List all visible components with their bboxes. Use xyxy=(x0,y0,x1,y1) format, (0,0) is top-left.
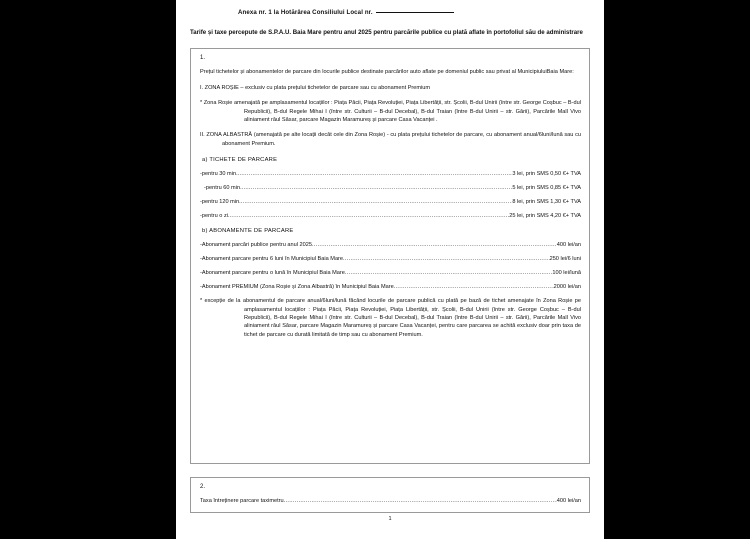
annex-header-line xyxy=(238,9,590,16)
section-1-number: 1. xyxy=(200,55,206,62)
leader-dots xyxy=(230,213,510,219)
zona-rosie-note: * Zona Roșie amenajată pe amplasamentul locațiilor : Piața Păcii, Piața Revoluției, Piața Libertății, str. Școlii, B-dul Unirii (între str. George Coșbuc – B-dul Republicii), B-dul Regele Mihai I (între str. Culturii – B-dul Decebal), B-dul Traian (între B-dul Unirii – str. Gării), Parcările Mall Vivo aliniament râul Săsar, parcare Magazin Maramureș și parcare Casa Vacanței . xyxy=(200,100,581,123)
page-title: Tarife și taxe percepute de S.P.A.U. Baia Mare pentru anul 2025 pentru parcările publice cu plată aflate în portofoliul său de administrare xyxy=(190,29,583,36)
ticket-label: -pentru o zi. xyxy=(200,213,230,220)
leader-dots xyxy=(242,185,513,191)
ticket-row xyxy=(200,171,581,177)
ticket-row xyxy=(204,185,581,191)
taximeter-fee-row xyxy=(200,498,581,504)
ticket-label: -pentru 30 min. xyxy=(200,171,238,178)
section-2-number: 2. xyxy=(200,484,206,491)
subscription-value: 2000 lei/an xyxy=(553,284,581,291)
exception-note: * excepție de la abonamentul de parcare anual/6luni/lună făcând locurile de parcare publică cu plată pe bază de tichet amenajate în Zona Roșie pe amplasamentul locațiilor : Piața Păcii, Piața Revoluției, Piața Libertății, str. Școlii, B-dul Unirii (între str. George Coșbuc – B-dul Republicii), B-dul Regele Mihai I (între str. Culturii – B-dul Decebal), B-dul Traian (între B-dul Unirii – str. Gării), Parcările Mall Vivo aliniament râul Săsar, parcare Magazin Maramureș și parcare Casa Vacanței, pentru care parcarea se achită exclusiv doar prin taxa de tichet de parcare cu durată limitată de timp sau cu abonament Premium. xyxy=(200,298,581,338)
subscription-value: 400 lei/an xyxy=(556,242,581,249)
taximeter-fee-label: Taxa întreținere parcare taximetru xyxy=(200,498,284,505)
subscription-row xyxy=(200,284,581,290)
subscription-label: -Abonament PREMIUM (Zona Roșie și Zona Albastră) în Municipiul Baia Mare xyxy=(200,284,394,291)
subscription-label: -Abonament parcare pentru o lună în Municipiul Baia Mare xyxy=(200,270,345,277)
subscription-row xyxy=(200,242,581,248)
zona-albastra-heading: II. ZONA ALBASTRĂ (amenajată pe alte locații decât cele din Zona Roșie) - cu plata prețului tichetelor de parcare, cu abonament anual/6luni/lună sau cu abonament Premium. xyxy=(200,132,581,147)
ticket-label: -pentru 120 min. xyxy=(200,199,241,206)
leader-dots xyxy=(284,498,557,504)
leader-dots xyxy=(238,171,513,177)
subscription-row xyxy=(200,256,581,262)
ticket-value: 3 lei, prin SMS 0,50 €+ TVA xyxy=(512,171,581,178)
section-1-box xyxy=(190,48,590,464)
leader-dots xyxy=(394,284,554,290)
leader-dots xyxy=(345,270,552,276)
tickets-heading: a) TICHETE DE PARCARE xyxy=(202,157,278,164)
subscription-row xyxy=(200,270,581,276)
ticket-value: 25 lei, prin SMS 4,20 €+ TVA xyxy=(509,213,581,220)
subscription-label: -Abonament parcări publice pentru anul 2025 xyxy=(200,242,312,249)
subscription-value: 100 lei/lună xyxy=(552,270,581,277)
subscription-value: 250 lei/6 luni xyxy=(549,256,581,263)
document-page xyxy=(176,0,604,539)
leader-dots xyxy=(312,242,557,248)
annex-number-blank xyxy=(376,12,454,13)
ticket-value: 5 lei, prin SMS 0,85 €+ TVA xyxy=(512,185,581,192)
zona-rosie-heading: I. ZONA ROȘIE – exclusiv cu plata prețului tichetelor de parcare sau cu abonament Premium xyxy=(200,84,431,91)
ticket-label: -pentru 60 min. xyxy=(204,185,242,192)
section-2-box xyxy=(190,477,590,513)
subscriptions-heading: b) ABONAMENTE DE PARCARE xyxy=(202,228,294,235)
section-1-intro: Prețul tichetelor și abonamentelor de parcare din locurile publice destinate parcărilor auto aflate pe domeniul public sau privat al MunicipiuluiBaia Mare: xyxy=(200,69,574,76)
leader-dots xyxy=(343,256,550,262)
ticket-value: 8 lei, prin SMS 1,30 €+ TVA xyxy=(512,199,581,206)
taximeter-fee-value: 400 lei/an xyxy=(556,498,581,505)
subscription-label: -Abonament parcare pentru 6 luni în Municipiul Baia Mare xyxy=(200,256,344,263)
leader-dots xyxy=(241,199,513,205)
ticket-row xyxy=(200,213,581,219)
annex-header-text: Anexa nr. 1 la Hotărârea Consiliului Local nr. xyxy=(238,9,373,16)
page-content xyxy=(176,0,604,539)
ticket-row xyxy=(200,199,581,205)
page-number: 1 xyxy=(388,516,392,522)
